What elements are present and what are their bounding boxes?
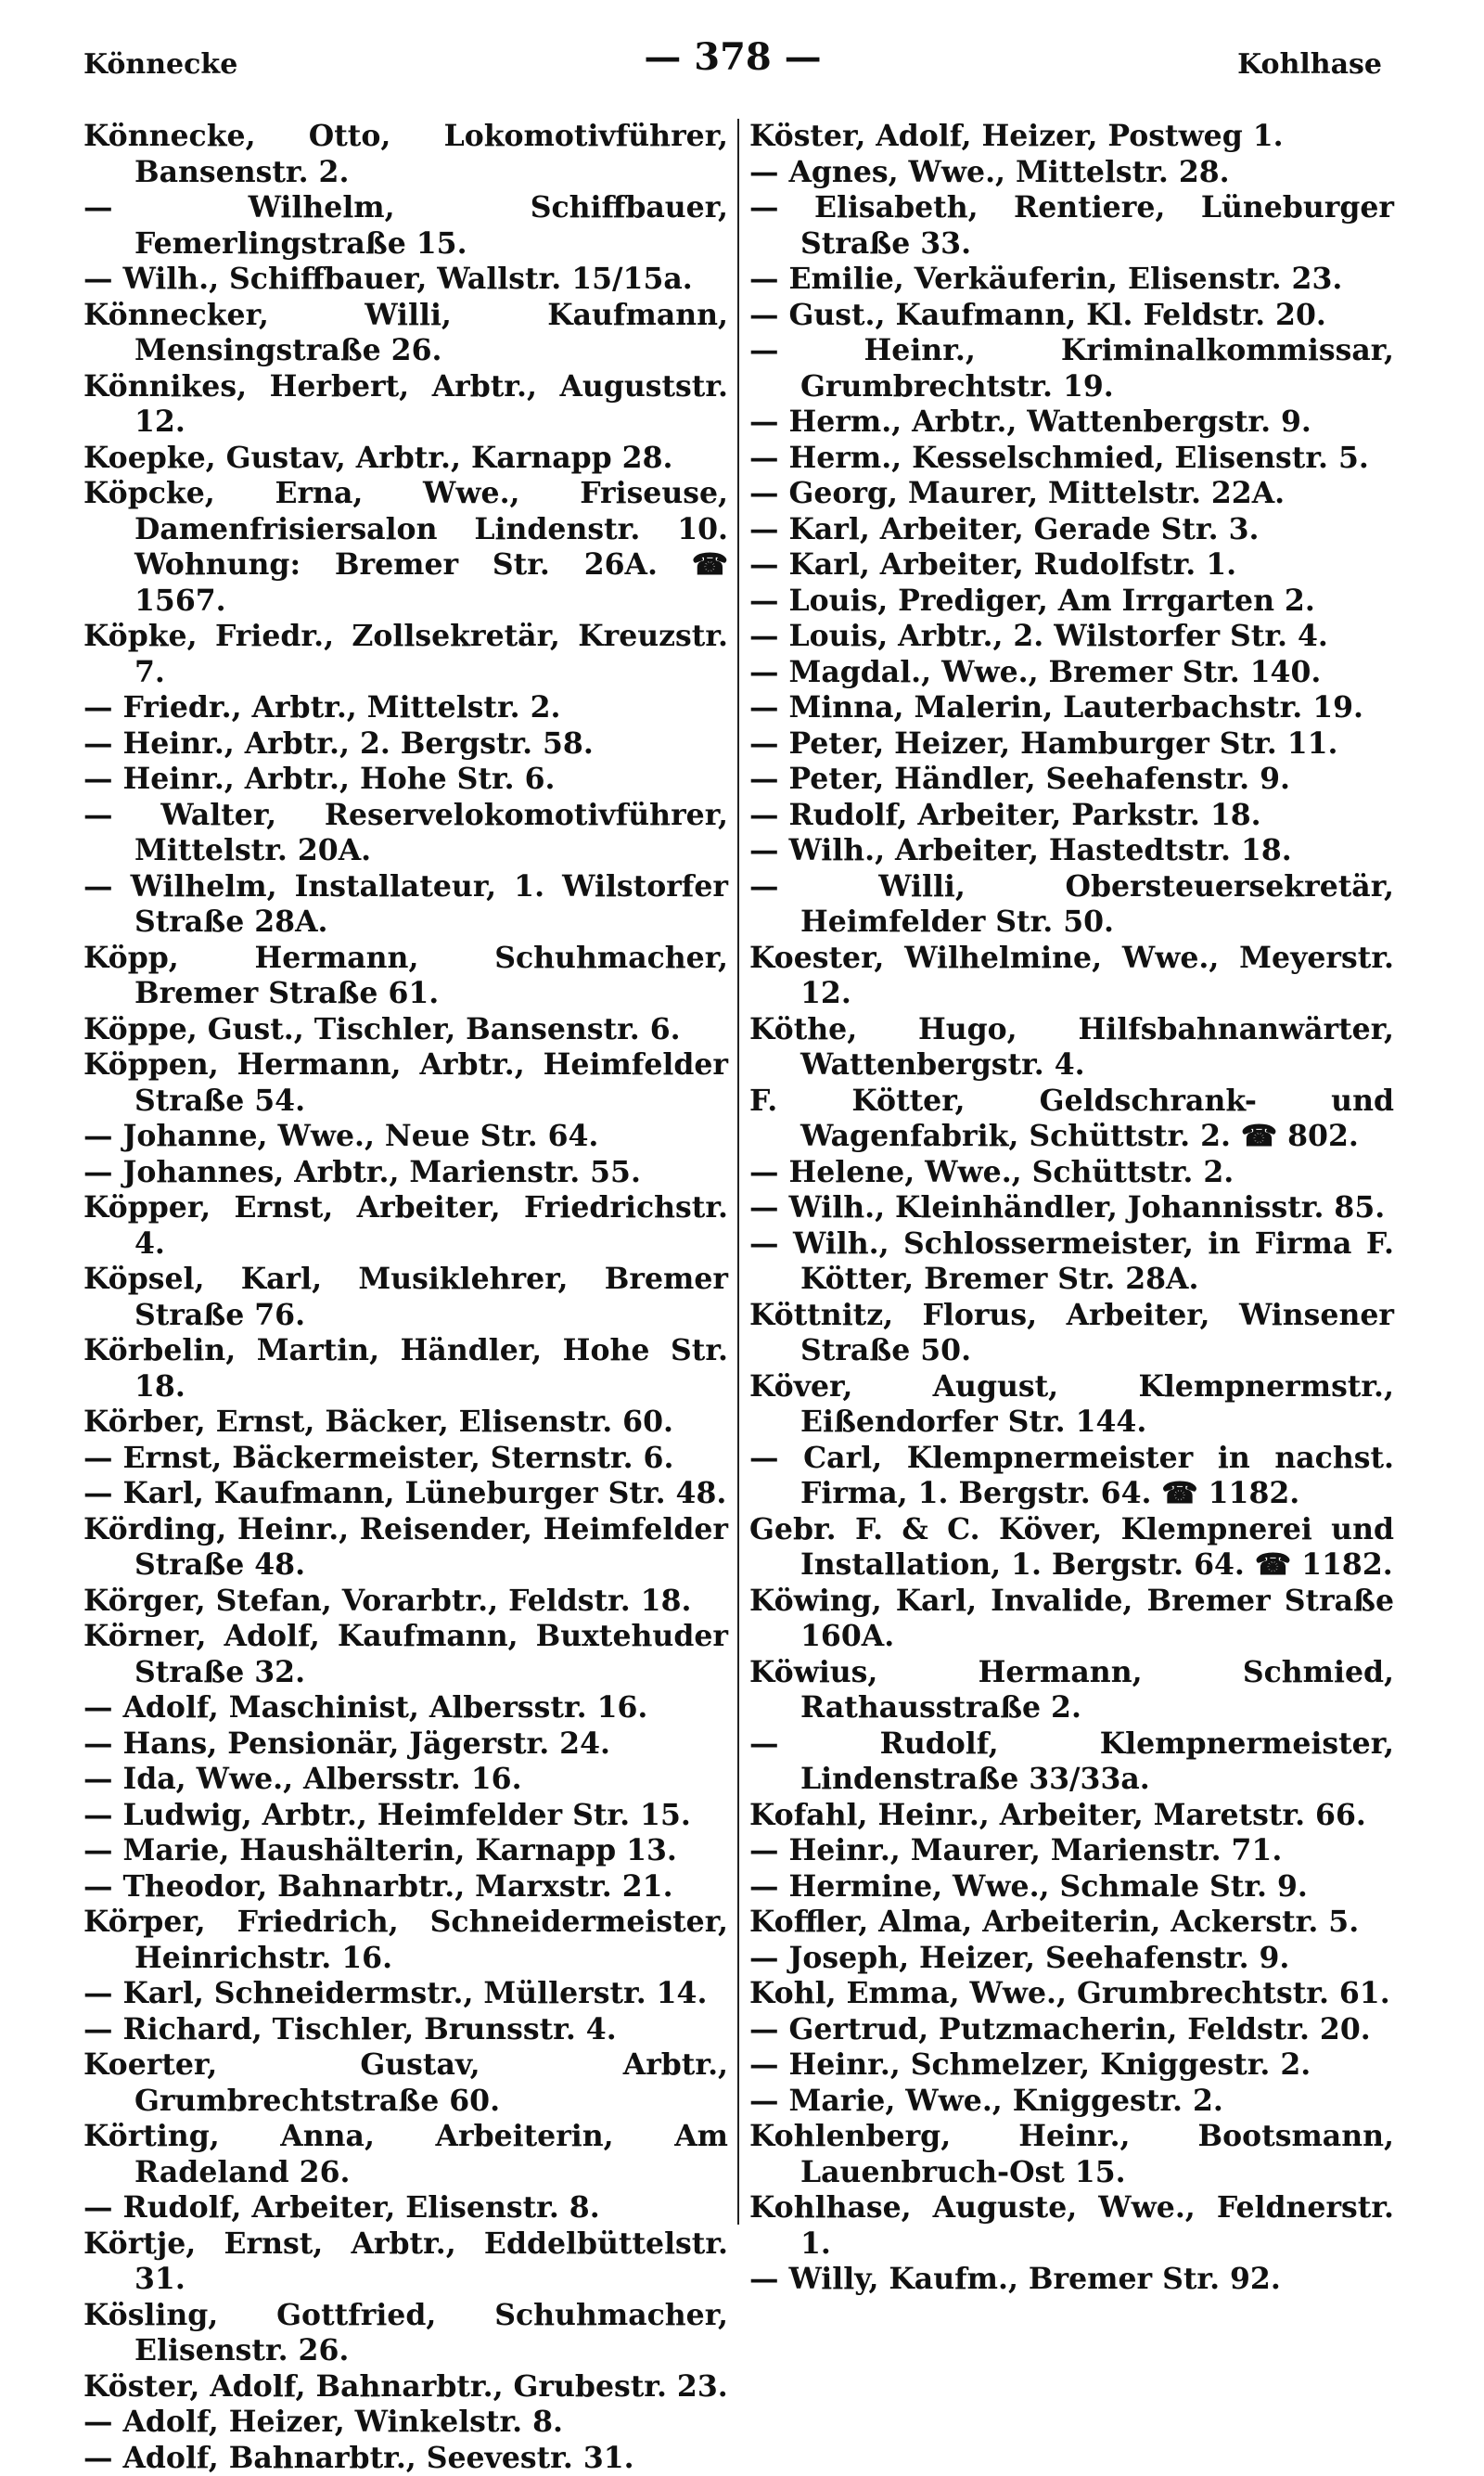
directory-entry: — Joseph, Heizer, Seehafenstr. 9.	[749, 1941, 1394, 1977]
directory-entry: — Marie, Haushälterin, Karnapp 13.	[83, 1833, 728, 1869]
right-column	[749, 119, 1394, 2298]
directory-entry: — Helene, Wwe., Schüttstr. 2.	[749, 1155, 1394, 1191]
directory-entry: — Magdal., Wwe., Bremer Str. 140.	[749, 655, 1394, 691]
directory-entry: Könnikes, Herbert, Arbtr., Auguststr. 12.	[83, 369, 728, 441]
directory-entry: Köthe, Hugo, Hilfsbahnanwärter, Wattenbergstr. 4.	[749, 1012, 1394, 1084]
directory-entry: — Agnes, Wwe., Mittelstr. 28.	[749, 155, 1394, 191]
directory-entry: Körner, Adolf, Kaufmann, Buxtehuder Straße 32.	[83, 1619, 728, 1690]
directory-entry: — Theodor, Bahnarbtr., Marxstr. 21.	[83, 1869, 728, 1905]
directory-entry: Körber, Ernst, Bäcker, Elisenstr. 60.	[83, 1405, 728, 1441]
directory-entry: — Walter, Reservelokomotivführer, Mittelstr. 20A.	[83, 798, 728, 869]
directory-entry: — Rudolf, Klempnermeister, Lindenstraße 33/33a.	[749, 1726, 1394, 1798]
directory-entry: Körtje, Ernst, Arbtr., Eddelbüttelstr. 31.	[83, 2226, 728, 2298]
directory-entry: — Adolf, Maschinist, Albersstr. 16.	[83, 1690, 728, 1726]
directory-entry: Köpper, Ernst, Arbeiter, Friedrichstr. 4.	[83, 1190, 728, 1262]
directory-entry: — Hans, Pensionär, Jägerstr. 24.	[83, 1726, 728, 1763]
directory-entry: — Ida, Wwe., Albersstr. 16.	[83, 1762, 728, 1798]
directory-entry: — Wilhelm, Schiffbauer, Femerlingstraße 15.	[83, 190, 728, 262]
directory-entry: Kohlhase, Auguste, Wwe., Feldnerstr. 1.	[749, 2190, 1394, 2262]
directory-entry: Köwius, Hermann, Schmied, Rathausstraße 2.	[749, 1655, 1394, 1726]
directory-entry: — Karl, Kaufmann, Lüneburger Str. 48.	[83, 1476, 728, 1512]
directory-entry: — Carl, Klempnermeister in nachst. Firma, 1. Bergstr. 64. ☎ 1182.	[749, 1441, 1394, 1512]
directory-entry: — Heinr., Maurer, Marienstr. 71.	[749, 1833, 1394, 1869]
directory-entry: — Karl, Arbeiter, Rudolfstr. 1.	[749, 547, 1394, 584]
directory-entry: — Gust., Kaufmann, Kl. Feldstr. 20.	[749, 298, 1394, 334]
directory-entry: Köster, Adolf, Bahnarbtr., Grubestr. 23.	[83, 2369, 728, 2405]
directory-entry: — Adolf, Bahnarbtr., Seevestr. 31.	[83, 2441, 728, 2476]
directory-entry: — Johannes, Arbtr., Marienstr. 55.	[83, 1155, 728, 1191]
directory-entry: — Ludwig, Arbtr., Heimfelder Str. 15.	[83, 1798, 728, 1834]
directory-entry: — Heinr., Arbtr., Hohe Str. 6.	[83, 762, 728, 798]
directory-entry: — Louis, Prediger, Am Irrgarten 2.	[749, 584, 1394, 620]
directory-entry: — Richard, Tischler, Brunsstr. 4.	[83, 2012, 728, 2048]
directory-entry: Kohlenberg, Heinr., Bootsmann, Lauenbruch-Ost 15.	[749, 2119, 1394, 2190]
directory-entry: Körbelin, Martin, Händler, Hohe Str. 18.	[83, 1333, 728, 1405]
directory-entry: — Georg, Maurer, Mittelstr. 22A.	[749, 476, 1394, 512]
column-divider	[737, 119, 739, 2225]
directory-entry: Koepke, Gustav, Arbtr., Karnapp 28.	[83, 441, 728, 477]
directory-entry: Köppen, Hermann, Arbtr., Heimfelder Straße 54.	[83, 1047, 728, 1119]
directory-entry: Körper, Friedrich, Schneidermeister, Heinrichstr. 16.	[83, 1905, 728, 1976]
directory-entry: — Herm., Kesselschmied, Elisenstr. 5.	[749, 441, 1394, 477]
directory-entry: Körger, Stefan, Vorarbtr., Feldstr. 18.	[83, 1584, 728, 1620]
directory-entry: F. Kötter, Geldschrank- und Wagenfabrik, Schüttstr. 2. ☎ 802.	[749, 1084, 1394, 1155]
directory-entry: Köpcke, Erna, Wwe., Friseuse, Damenfrisiersalon Lindenstr. 10. Wohnung: Bremer Str. 26A. ☎ 1567.	[83, 476, 728, 619]
header-last-entry: Kohlhase	[1237, 48, 1382, 81]
directory-entry: Körting, Anna, Arbeiterin, Am Radeland 26.	[83, 2119, 728, 2190]
directory-entry: Köver, August, Klempnermstr., Eißendorfer Str. 144.	[749, 1369, 1394, 1441]
directory-entry: — Wilh., Kleinhändler, Johannisstr. 85.	[749, 1190, 1394, 1226]
directory-entry: Körding, Heinr., Reisender, Heimfelder Straße 48.	[83, 1512, 728, 1584]
header-first-entry: Könnecke	[83, 48, 237, 81]
directory-entry: — Hermine, Wwe., Schmale Str. 9.	[749, 1869, 1394, 1905]
directory-entry: Köpp, Hermann, Schuhmacher, Bremer Straße 61.	[83, 941, 728, 1012]
directory-entry: — Marie, Wwe., Kniggestr. 2.	[749, 2084, 1394, 2120]
directory-entry: — Minna, Malerin, Lauterbachstr. 19.	[749, 690, 1394, 726]
directory-entry: — Gertrud, Putzmacherin, Feldstr. 20.	[749, 2012, 1394, 2048]
directory-entry: — Rudolf, Arbeiter, Elisenstr. 8.	[83, 2190, 728, 2226]
directory-entry: — Willi, Obersteuersekretär, Heimfelder Str. 50.	[749, 869, 1394, 941]
directory-entry: Könnecker, Willi, Kaufmann, Mensingstraße 26.	[83, 298, 728, 369]
directory-entry: — Karl, Schneidermstr., Müllerstr. 14.	[83, 1976, 728, 2012]
directory-entry: Köppe, Gust., Tischler, Bansenstr. 6.	[83, 1012, 728, 1048]
directory-entry: Koerter, Gustav, Arbtr., Grumbrechtstraße 60.	[83, 2047, 728, 2119]
directory-entry: Köpke, Friedr., Zollsekretär, Kreuzstr. 7.	[83, 619, 728, 690]
directory-entry: — Friedr., Arbtr., Mittelstr. 2.	[83, 690, 728, 726]
directory-entry: Koffler, Alma, Arbeiterin, Ackerstr. 5.	[749, 1905, 1394, 1941]
directory-entry: Gebr. F. & C. Köver, Klempnerei und Installation, 1. Bergstr. 64. ☎ 1182.	[749, 1512, 1394, 1584]
directory-entry: — Heinr., Schmelzer, Kniggestr. 2.	[749, 2047, 1394, 2084]
directory-entry: — Herm., Arbtr., Wattenbergstr. 9.	[749, 404, 1394, 441]
directory-entry: — Louis, Arbtr., 2. Wilstorfer Str. 4.	[749, 619, 1394, 655]
directory-entry: Könnecke, Otto, Lokomotivführer, Bansenstr. 2.	[83, 119, 728, 190]
directory-entry: Koester, Wilhelmine, Wwe., Meyerstr. 12.	[749, 941, 1394, 1012]
directory-entry: — Karl, Arbeiter, Gerade Str. 3.	[749, 512, 1394, 548]
directory-entry: — Emilie, Verkäuferin, Elisenstr. 23.	[749, 262, 1394, 298]
directory-entry: — Wilh., Schlossermeister, in Firma F. Kötter, Bremer Str. 28A.	[749, 1226, 1394, 1298]
directory-entry: — Johanne, Wwe., Neue Str. 64.	[83, 1119, 728, 1155]
directory-entry: — Heinr., Kriminalkommissar, Grumbrechtstr. 19.	[749, 333, 1394, 404]
directory-entry: — Adolf, Heizer, Winkelstr. 8.	[83, 2405, 728, 2441]
directory-entry: — Peter, Heizer, Hamburger Str. 11.	[749, 726, 1394, 763]
directory-entry: Kohl, Emma, Wwe., Grumbrechtstr. 61.	[749, 1976, 1394, 2012]
directory-entry: Köttnitz, Florus, Arbeiter, Winsener Straße 50.	[749, 1298, 1394, 1369]
directory-entry: — Wilh., Schiffbauer, Wallstr. 15/15a.	[83, 262, 728, 298]
directory-entry: Köwing, Karl, Invalide, Bremer Straße 160A.	[749, 1584, 1394, 1655]
directory-entry: — Rudolf, Arbeiter, Parkstr. 18.	[749, 798, 1394, 834]
directory-entry: — Willy, Kaufm., Bremer Str. 92.	[749, 2262, 1394, 2298]
directory-entry: Köster, Adolf, Heizer, Postweg 1.	[749, 119, 1394, 155]
page-header	[83, 35, 1382, 91]
directory-entry: — Heinr., Arbtr., 2. Bergstr. 58.	[83, 726, 728, 763]
directory-entry: — Elisabeth, Rentiere, Lüneburger Straße 33.	[749, 190, 1394, 262]
page-number: — 378 —	[83, 35, 1382, 79]
directory-entry: Köpsel, Karl, Musiklehrer, Bremer Straße 76.	[83, 1262, 728, 1333]
directory-entry: Kofahl, Heinr., Arbeiter, Maretstr. 66.	[749, 1798, 1394, 1834]
directory-entry: — Ernst, Bäckermeister, Sternstr. 6.	[83, 1441, 728, 1477]
directory-entry: — Peter, Händler, Seehafenstr. 9.	[749, 762, 1394, 798]
directory-entry: — Wilh., Arbeiter, Hastedtstr. 18.	[749, 833, 1394, 869]
left-column	[83, 119, 728, 2476]
directory-entry: Kösling, Gottfried, Schuhmacher, Elisenstr. 26.	[83, 2298, 728, 2369]
directory-entry: — Wilhelm, Installateur, 1. Wilstorfer Straße 28A.	[83, 869, 728, 941]
